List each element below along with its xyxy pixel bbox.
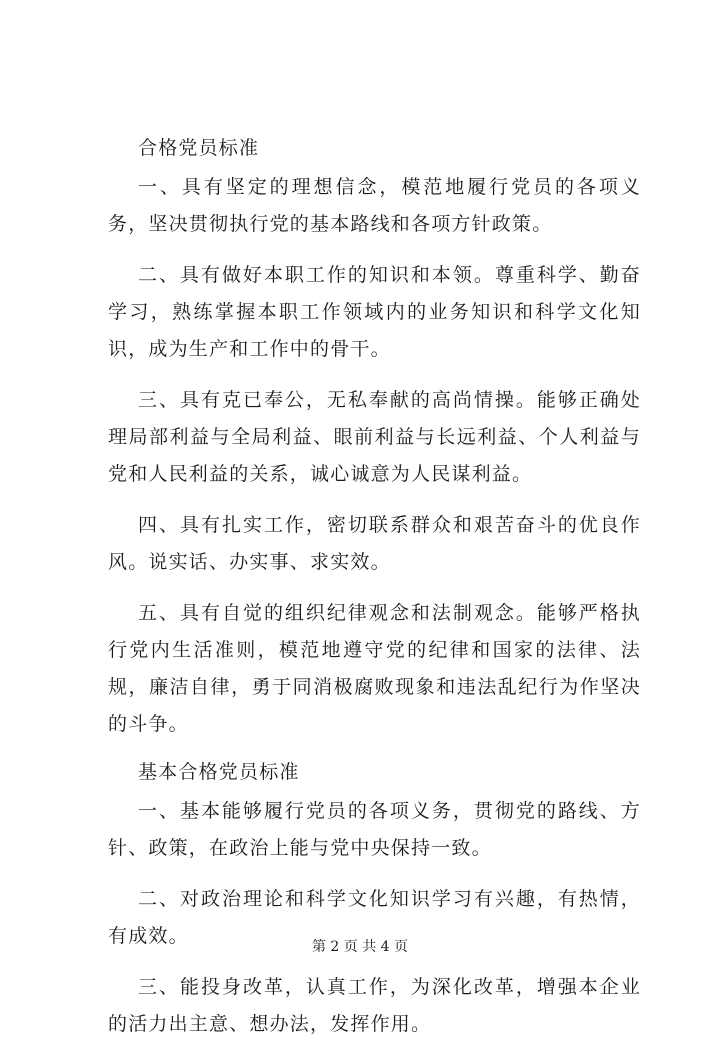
paragraph-qualified-2: 二、具有做好本职工作的知识和本领。尊重科学、勤奋学习，熟练掌握本职工作领域内的业务知识和科学文化知识，成为生产和工作中的骨干。 bbox=[108, 264, 641, 360]
document-body bbox=[108, 133, 641, 1057]
section-heading-basic-qualified: 基本合格党员标准 bbox=[138, 761, 300, 783]
section-heading-qualified: 合格党员标准 bbox=[138, 137, 260, 159]
paragraph-qualified-5: 五、具有自觉的组织纪律观念和法制观念。能够严格执行党内生活准则，模范地遵守党的纪律和国家的法律、法规，廉洁自律，勇于同消极腐败现象和违法乱纪行为作坚决的斗争。 bbox=[108, 602, 641, 735]
paragraph-basic-2: 二、对政治理论和科学文化知识学习有兴趣，有热情，有成效。 bbox=[108, 888, 641, 947]
paragraph-qualified-3: 三、具有克已奉公，无私奉献的高尚情操。能够正确处理局部利益与全局利益、眼前利益与长远利益、个人利益与党和人民利益的关系，诚心诚意为人民谋利益。 bbox=[108, 389, 641, 485]
page-footer: 第 2 页 共 4 页 bbox=[311, 939, 409, 955]
paragraph-basic-3: 三、能投身改革，认真工作，为深化改革，增强本企业的活力出主意、想办法，发挥作用。 bbox=[108, 976, 641, 1035]
paragraph-qualified-4: 四、具有扎实工作，密切联系群众和艰苦奋斗的优良作风。说实话、办实事、求实效。 bbox=[108, 514, 641, 573]
paragraph-basic-1: 一、基本能够履行党员的各项义务，贯彻党的路线、方针、政策，在政治上能与党中央保持一致。 bbox=[108, 800, 641, 859]
paragraph-qualified-1: 一、具有坚定的理想信念，模范地履行党员的各项义务，坚决贯彻执行党的基本路线和各项方针政策。 bbox=[108, 176, 641, 235]
